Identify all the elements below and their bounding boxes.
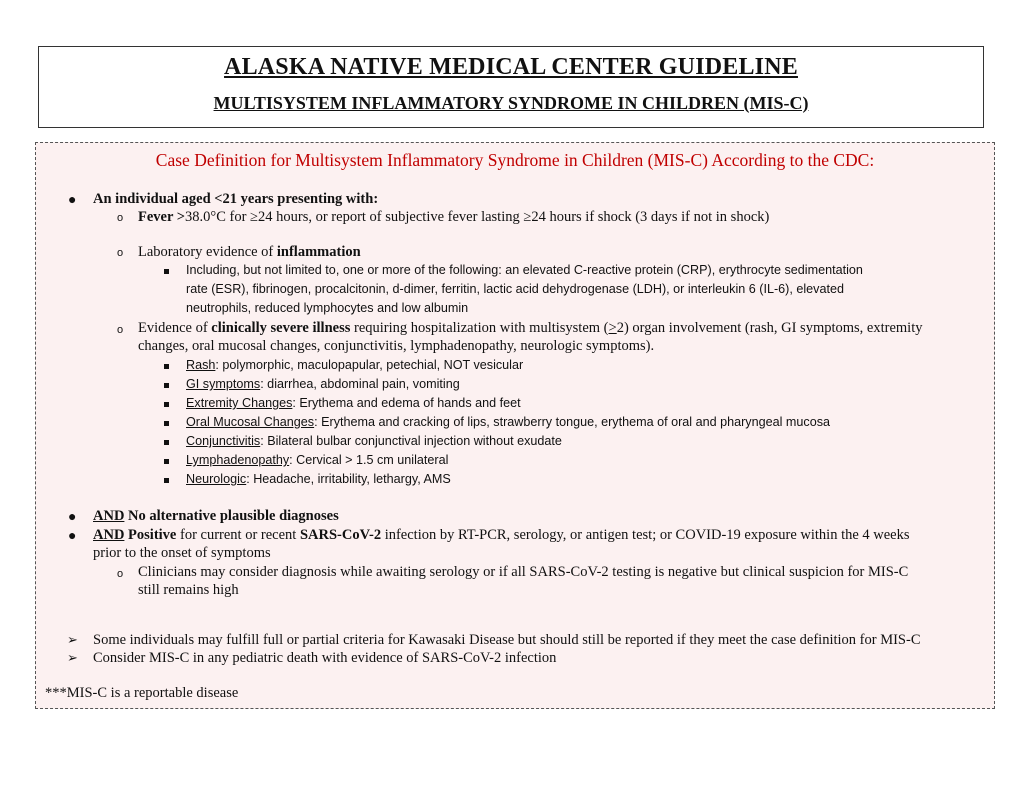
illness-suffix: requiring hospitalization with multisystem ( xyxy=(350,320,609,336)
bullet-circle-icon: o xyxy=(117,247,124,259)
arrow-bullet-icon: ➢ xyxy=(67,651,78,666)
illness-ge: > xyxy=(608,320,617,336)
note-kawasaki: Some individuals may fulfill full or partial criteria for Kawasaki Disease but should still be reported if they meet the case definition for MIS-C xyxy=(93,632,921,648)
lab-bold: inflammation xyxy=(276,244,361,260)
symptom-desc: : Erythema and cracking of lips, strawberry tongue, erythema of oral and pharyngeal mucosa xyxy=(314,415,831,429)
fever-label: Fever > xyxy=(138,209,186,225)
title-box xyxy=(38,46,984,128)
bullet-dot-icon: ● xyxy=(68,510,77,525)
document-title: ALASKA NATIVE MEDICAL CENTER GUIDELINE xyxy=(224,54,798,80)
symptom-term: Lymphadenopathy xyxy=(186,453,290,467)
symptom-term: GI symptoms xyxy=(186,377,261,391)
bullet-square-icon xyxy=(164,421,169,426)
bullet-square-icon xyxy=(164,269,169,274)
criterion-positive-line2: prior to the onset of symptoms xyxy=(93,545,271,561)
criterion-fever xyxy=(138,209,769,226)
symptom-desc: : Bilateral bulbar conjunctival injection without exudate xyxy=(260,434,562,448)
symptom-item xyxy=(186,396,521,410)
lab-detail-line: Including, but not limited to, one or more of the following: an elevated C-reactive protein (CRP), erythrocyte sedimentation xyxy=(186,263,863,277)
symptom-item xyxy=(186,415,830,429)
illness-bold: clinically severe illness xyxy=(211,320,351,336)
positive-text-2: infection by RT-PCR, serology, or antigen test; or COVID-19 exposure within the 4 weeks xyxy=(381,527,910,543)
fever-text: 38.0°C for ≥24 hours, or report of subjective fever lasting ≥24 hours if shock (3 days if not in shock) xyxy=(185,209,770,225)
positive-text-1: for current or recent xyxy=(176,527,300,543)
criterion-lab xyxy=(138,244,361,261)
symptom-term: Conjunctivitis xyxy=(186,434,261,448)
reportable-disease-note: ***MIS-C is a reportable disease xyxy=(45,685,239,701)
lab-prefix: Laboratory evidence of xyxy=(138,244,277,260)
symptom-term: Rash xyxy=(186,358,216,372)
bullet-dot-icon: ● xyxy=(68,529,77,544)
clinician-note-line: Clinicians may consider diagnosis while awaiting serology or if all SARS-CoV-2 testing is negative but clinical suspicion for MIS-C xyxy=(138,564,909,580)
case-definition-heading: Case Definition for Multisystem Inflammatory Syndrome in Children (MIS-C) According to the CDC: xyxy=(155,150,875,170)
bullet-circle-icon: o xyxy=(117,568,124,580)
and-label: AND xyxy=(93,527,125,543)
bullet-dot-icon: ● xyxy=(68,193,77,208)
symptom-item xyxy=(186,434,562,448)
lab-detail-line: rate (ESR), fibrinogen, procalcitonin, d-dimer, ferritin, lactic acid dehydrogenase (LDH), or interleukin 6 (IL-6), elevated xyxy=(186,282,844,296)
bullet-square-icon xyxy=(164,440,169,445)
no-alternative-text: No alternative plausible diagnoses xyxy=(124,508,339,524)
symptom-desc: : Cervical > 1.5 cm unilateral xyxy=(289,453,449,467)
illness-suffix-2: 2) organ involvement (rash, GI symptoms, extremity xyxy=(616,320,923,336)
criterion-illness-line2: changes, oral mucosal changes, conjunctivitis, lymphadenopathy, neurologic symptoms). xyxy=(138,338,655,354)
bullet-square-icon xyxy=(164,383,169,388)
symptom-item xyxy=(186,453,448,467)
symptom-term: Oral Mucosal Changes xyxy=(186,415,315,429)
arrow-bullet-icon: ➢ xyxy=(67,633,78,648)
illness-prefix: Evidence of xyxy=(138,320,212,336)
lab-detail-line: neutrophils, reduced lymphocytes and low albumin xyxy=(186,301,469,315)
case-definition-box xyxy=(35,142,995,709)
symptom-item xyxy=(186,377,460,391)
bullet-circle-icon: o xyxy=(117,212,124,224)
bullet-square-icon xyxy=(164,402,169,407)
symptom-desc: : diarrhea, abdominal pain, vomiting xyxy=(260,377,460,391)
symptom-desc: : Headache, irritability, lethargy, AMS xyxy=(246,472,451,486)
symptom-item xyxy=(186,472,451,486)
criterion-age: An individual aged <21 years presenting with: xyxy=(93,191,379,207)
bullet-square-icon xyxy=(164,364,169,369)
clinician-note-line: still remains high xyxy=(138,582,239,598)
criterion-no-alternative xyxy=(93,508,339,525)
note-pediatric-death: Consider MIS-C in any pediatric death with evidence of SARS-CoV-2 infection xyxy=(93,650,557,666)
and-label: AND xyxy=(93,508,125,524)
symptom-item xyxy=(186,358,523,372)
symptom-term: Neurologic xyxy=(186,472,247,486)
symptom-desc: : polymorphic, maculopapular, petechial, NOT vesicular xyxy=(215,358,524,372)
bullet-square-icon xyxy=(164,478,169,483)
sars-label: SARS-CoV-2 xyxy=(299,527,382,543)
criterion-illness xyxy=(138,320,923,337)
symptom-term: Extremity Changes xyxy=(186,396,293,410)
document-subtitle: MULTISYSTEM INFLAMMATORY SYNDROME IN CHILDREN (MIS-C) xyxy=(213,93,809,113)
criterion-positive xyxy=(93,527,910,544)
positive-label: Positive xyxy=(124,527,177,543)
bullet-square-icon xyxy=(164,459,169,464)
bullet-circle-icon: o xyxy=(117,324,124,336)
symptom-desc: : Erythema and edema of hands and feet xyxy=(292,396,521,410)
